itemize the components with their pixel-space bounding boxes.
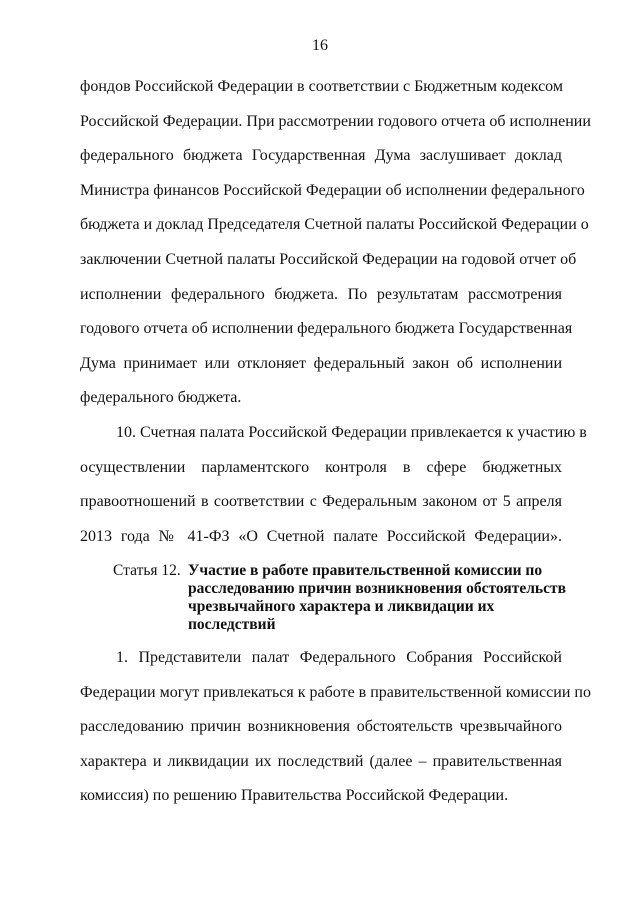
article-title-line: чрезвычайного характера и ликвидации их xyxy=(188,598,495,615)
paragraph-line: Министра финансов Российской Федерации об исполнении федерального xyxy=(80,181,585,199)
paragraph-line: осуществлении парламентского контроля в сфере бюджетных xyxy=(80,458,562,476)
paragraph-commission xyxy=(80,645,591,818)
paragraph-line: Дума принимает или отклоняет федеральный закон об исполнении xyxy=(80,354,562,372)
paragraph-line: годового отчета об исполнении федерального бюджета Государственная xyxy=(80,320,573,338)
paragraph-line: Федерации могут привлекаться к работе в правительственной комиссии по xyxy=(80,683,591,701)
paragraph-line: расследованию причин возникновения обстоятельств чрезвычайного xyxy=(80,718,562,736)
paragraph-line: исполнении федерального бюджета. По результатам рассмотрения xyxy=(80,285,562,303)
paragraph-line: комиссия) по решению Правительства Российской Федерации. xyxy=(80,787,509,805)
article-title xyxy=(188,562,568,634)
paragraph-line: характера и ликвидации их последствий (далее – правительственная xyxy=(80,752,562,770)
paragraph-line: Российской Федерации. При рассмотрении годового отчета об исполнении xyxy=(80,112,591,130)
paragraph-line: федерального бюджета. xyxy=(80,389,242,407)
article-title-line: Участие в работе правительственной комиссии по xyxy=(188,562,543,579)
page-number: 16 xyxy=(312,37,328,54)
article-title-line: последствий xyxy=(188,616,276,633)
paragraph-line: правоотношений в соответствии с Федеральным законом от 5 апреля xyxy=(80,493,562,511)
paragraph-line: 1. Представители палат Федерального Собрания Российской xyxy=(116,649,562,666)
paragraph-line: федерального бюджета Государственная Дума заслушивает доклад xyxy=(80,147,562,165)
paragraph-line: заключении Счетной палаты Российской Федерации на годовой отчет об xyxy=(80,250,577,268)
paragraph-line: бюджета и доклад Председателя Счетной палаты Российской Федерации о xyxy=(80,216,589,234)
paragraph-budget-report xyxy=(80,74,591,558)
article-label: Статья 12. xyxy=(113,562,181,579)
paragraph-line: 2013 года № 41-ФЗ «О Счетной палате Российской Федерации». xyxy=(80,527,562,545)
article-title-line: расследованию причин возникновения обстоятельств xyxy=(188,580,566,597)
paragraph-line: фондов Российской Федерации в соответствии с Бюджетным кодексом xyxy=(80,78,563,95)
paragraph-line: 10. Счетная палата Российской Федерации привлекается к участию в xyxy=(116,423,587,441)
